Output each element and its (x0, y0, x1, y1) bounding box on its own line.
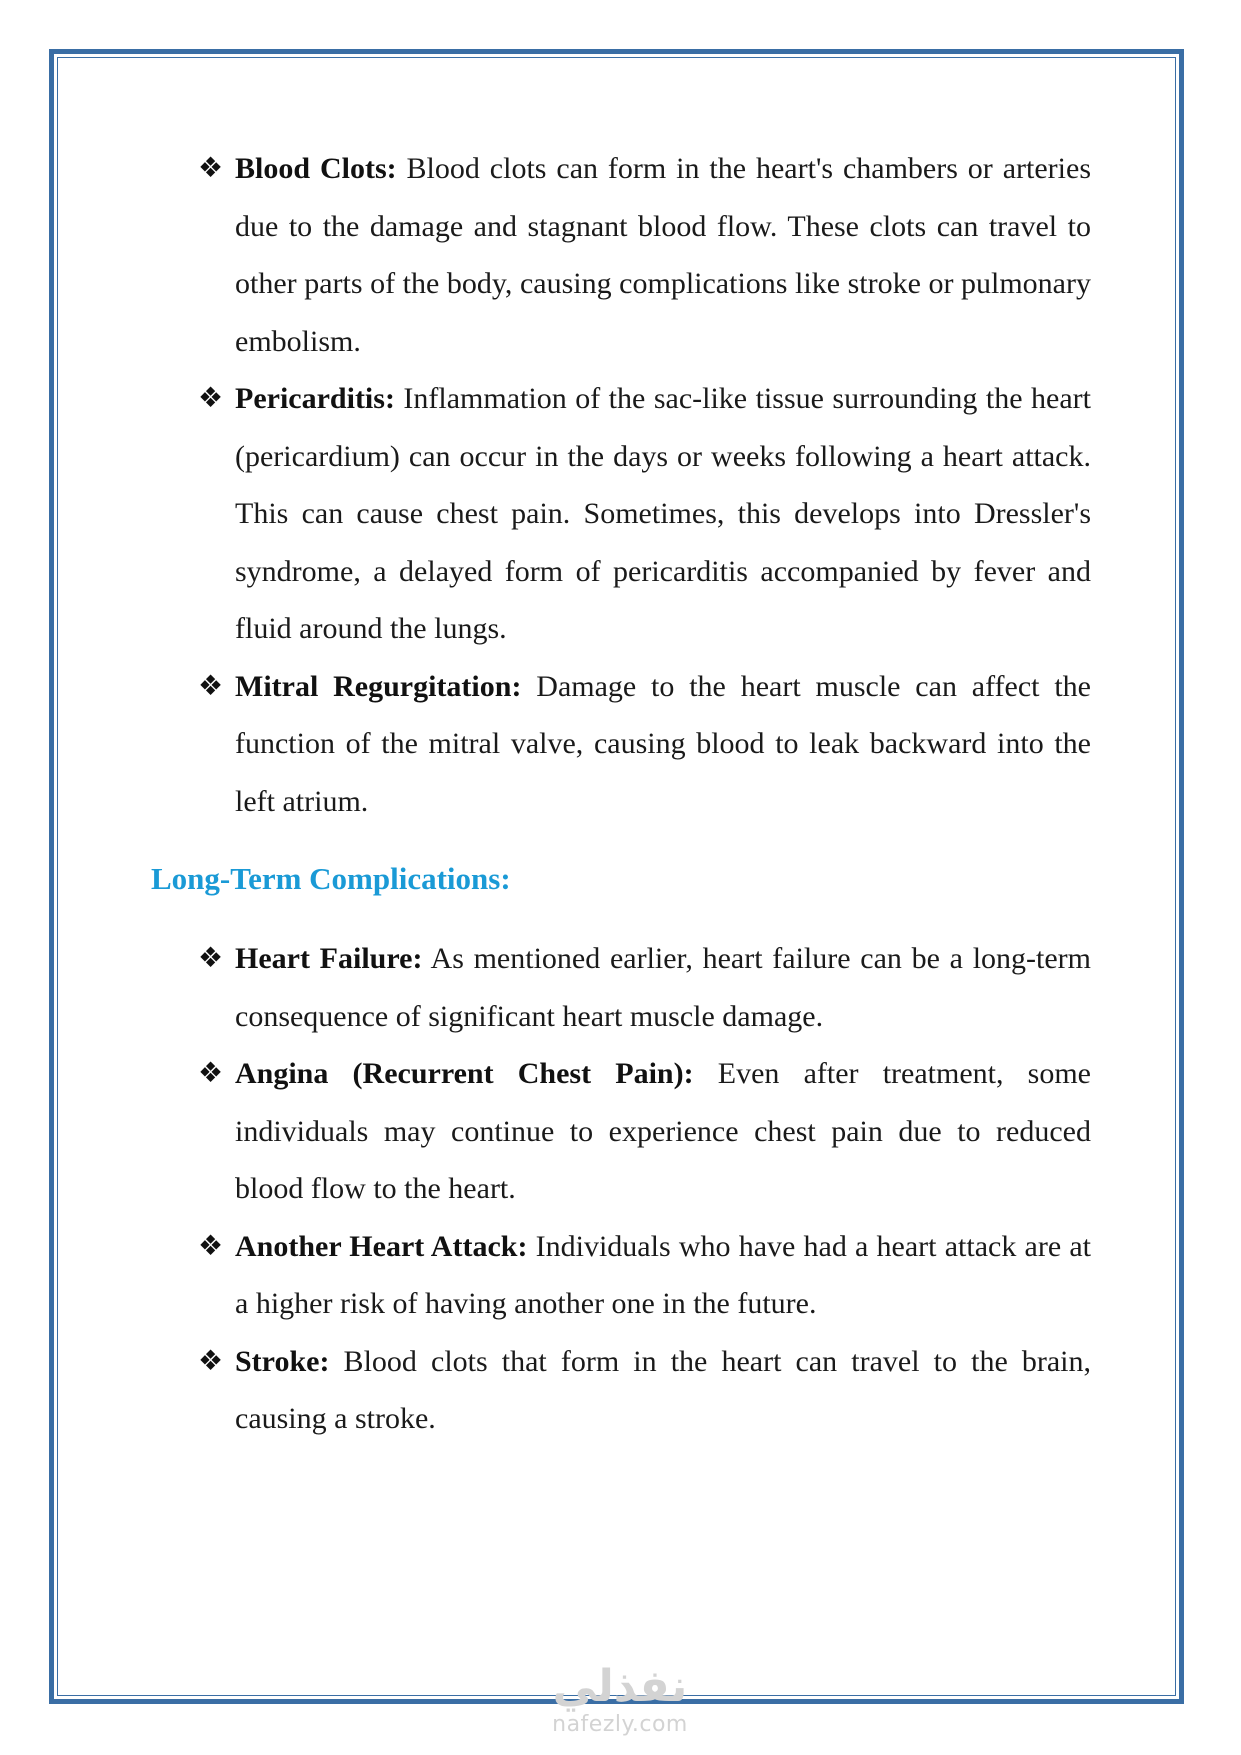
diamond-bullet-icon: ❖ (198, 1230, 224, 1262)
term-label: Angina (Recurrent Chest Pain): (235, 1057, 694, 1090)
term-description: Inflammation of the sac-like tissue surrounding the heart (pericardium) can occur in the days or weeks following a heart attack. This can cause chest pain. Sometimes, this develops into Dressler's syndrome, a delayed form of pericarditis accompanied by fever and fluid around the lungs. (235, 382, 1091, 645)
term-label: Mitral Regurgitation: (235, 669, 522, 703)
term-description: Even after treatment, some individuals may continue to experience chest pain due to reduced blood flow to the heart. (235, 1057, 1091, 1205)
long-term-complications-list (198, 930, 1091, 1448)
section-heading-long-term: Long-Term Complications: (151, 861, 511, 896)
term-description: As mentioned earlier, heart failure can be a long-term consequence of significant heart muscle damage. (235, 942, 1092, 1033)
term-label: Another Heart Attack: (235, 1229, 528, 1263)
list-item-pericarditis (198, 370, 1091, 658)
term-label: Heart Failure: (235, 942, 423, 975)
acute-complications-list (198, 140, 1091, 830)
list-item-blood-clots (198, 140, 1091, 370)
diamond-bullet-icon: ❖ (198, 1345, 224, 1377)
list-item-heart-failure (198, 930, 1091, 1045)
diamond-bullet-icon: ❖ (198, 153, 224, 184)
term-label: Blood Clots: (235, 152, 397, 185)
term-label: Stroke: (235, 1344, 330, 1378)
diamond-bullet-icon: ❖ (198, 1058, 224, 1089)
diamond-bullet-icon: ❖ (198, 943, 224, 974)
watermark-url-text: nafezly.com (552, 1712, 688, 1737)
term-description: Blood clots that form in the heart can travel to the brain, causing a stroke. (235, 1344, 1091, 1435)
list-item-angina (198, 1045, 1091, 1218)
term-description: Individuals who have had a heart attack are at a higher risk of having another one in the future. (235, 1229, 1091, 1320)
diamond-bullet-icon: ❖ (198, 383, 224, 414)
watermark-arabic-text: نفذلي (552, 1661, 688, 1712)
diamond-bullet-icon: ❖ (198, 670, 224, 702)
term-label: Pericarditis: (235, 382, 395, 415)
list-item-stroke (198, 1333, 1091, 1448)
list-item-another-heart-attack (198, 1218, 1091, 1333)
watermark-logo (540, 1662, 700, 1738)
list-item-mitral-regurgitation (198, 658, 1091, 831)
term-description: Blood clots can form in the heart's chambers or arteries due to the damage and stagnant blood flow. These clots can travel to other parts of the body, causing complications like stroke or pulmonary embolism. (235, 152, 1091, 358)
term-description: Damage to the heart muscle can affect the function of the mitral valve, causing blood to leak backward into the left atrium. (235, 669, 1091, 818)
